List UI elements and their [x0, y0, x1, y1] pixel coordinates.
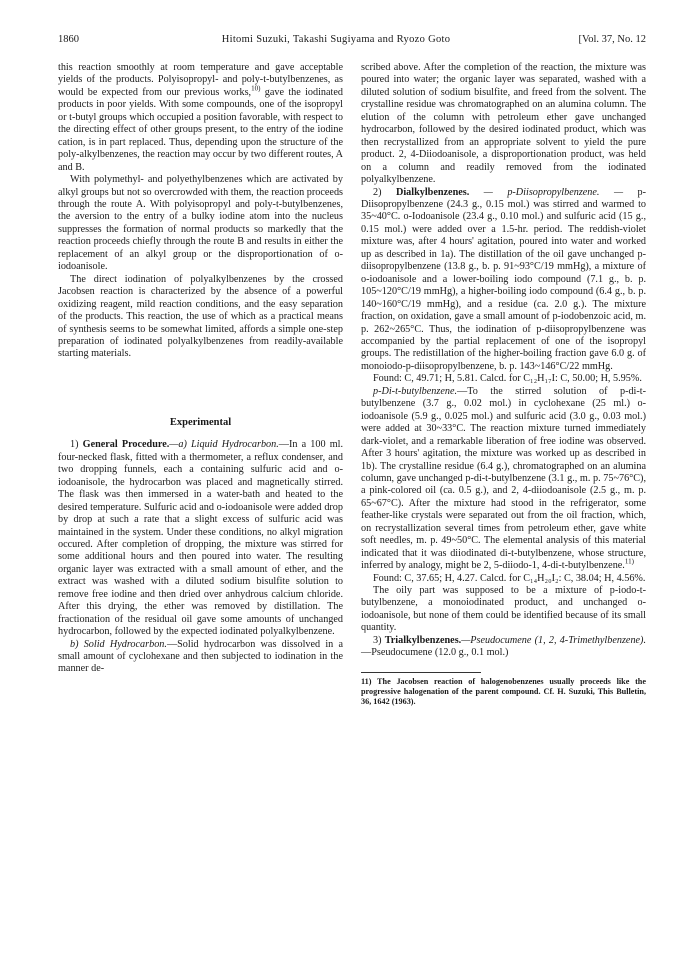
right-column — [361, 62, 646, 707]
running-title: Hitomi Suzuki, Takashi Sugiyama and Ryozo Goto — [221, 34, 451, 45]
footnote: 11) The Jacobsen reaction of halogenobenzenes usually proceeds like the progressive halogenation of the parent compound. Cf. H. Suzuki, This Bulletin, 36, 1642 (1963). — [361, 676, 646, 706]
paragraph: 2) Dialkylbenzenes. — p-Diisopropylbenzene. — p-Diisopropylbenzene (24.3 g., 0.15 mol.) was stirred and warmed to 35~40°C. o-Iodoanisole (23.4 g., 0.10 mol.) and sulfuric acid (15 g., 0.15 mol.) were added over a 1.5-hr. period. The reddish-violet mixture was, after 4 hours' agitation, poured into water and worked up as described in 1a). The distillation of the oil gave unchanged p-diisopropylbenzene (13.8 g., b. p. 91~93°C/19 mmHg), a mixture of o-iodoanisole and a lower-boiling iodo compound (7.1 g., b. p. 105~120°C/19 mmHg), a higher-boiling iodo compound (6.4 g., b. p. 140~160°C/19 mmHg), and a residue (ca. 2.0 g.). The mixture fraction, on oxidation, gave a small amount of p-iodobenzoic acid, m. p. 262~265°C. Thus, the iodination of p-diisopropylbenzene was accompanied by the partial replacement of one of the isopropyl groups. The redistillation of the higher-boiling fraction gave 6.0 g. of monoiodo-p-diisopropylbenzene, b. p. 143~146°C/22 mmHg. — [361, 186, 646, 372]
paragraph: Found: C, 49.71; H, 5.81. Calcd. for C₁₂H₁₇I: C, 50.00; H, 5.95%. — [373, 373, 642, 385]
two-column-body — [58, 62, 646, 707]
paragraph: The oily part was supposed to be a mixture of p-iodo-t-butylbenzene, a monoiodinated product, and unchanged o-iodoanisole, but none of them could be identified because of its small quantity. — [361, 585, 646, 634]
paragraph: scribed above. After the completion of the reaction, the mixture was poured into water; the organic layer was separated, washed with a diluted solution of sodium bisulfite, and freed from the solvent. The crystalline residue was chromatographed on an alumina column. The elution of the column with petroleum ether gave unchanged hydrocarbon, followed by the desired iodinated product, which was then recrystallized from an appropriate solvent to yield the pure product. 2, 4-Diiodoanisole, a disproportionation product, was held on a column and readily removed from the iodinated polyalkylbenzene. — [361, 62, 646, 186]
citation-ref: 11) — [624, 557, 634, 566]
paragraph: 3) Trialkylbenzenes.—Pseudocumene (1, 2, 4-Trimethylbenzene).—Pseudocumene (12.0 g., 0.1 mol.) — [361, 634, 646, 659]
left-column — [58, 62, 343, 707]
paragraph: b) Solid Hydrocarbon.—Solid hydrocarbon was dissolved in a small amount of cyclohexane and then subjected to iodination in the manner de- — [58, 638, 343, 675]
section-heading: Experimental — [169, 416, 232, 428]
volume-label: [Vol. 37, No. 12 — [578, 34, 646, 45]
paragraph: 1) General Procedure.—a) Liquid Hydrocarbon.—In a 100 ml. four-necked flask, fitted with a thermometer, a reflux condenser, and two dropping funnels, each a containing sulfuric acid and o-iodoanisole, the hydrocarbon was placed and magnetically stirred. The flask was then immersed in a water-bath and heated to the desired temperature. Sulfuric acid and o-iodoanisole were added drop by drop at such a rate that a slight excess of sulfuric acid was maintained in the system. Under these conditions, no alkyl migration occured. After completion of dropping, the mixture was stirred for some additional hours and then poured into water. The resulting organic layer was extracted with a small amount of ether, and the extract was washed with a diluted sodium bisulfite solution to remove free iodine and then dried over anhydrous calcium chloride. After this drying, the ether was removed by distillation. The fractionation of the residual oil gave some amounts of unchanged hydrocarbon, followed by the expected iodinated polyalkylbenzene. — [58, 439, 343, 638]
paragraph: this reaction smoothly at room temperature and gave acceptable yields of the products. Polyisopropyl- and poly-t-butylbenzenes, as would be expected from our previous works,$^{10)}$ gave the iodinated products in poor yields. With some compounds, one of the isopropyl or t-butyl groups which occupied a position favorable, with respect to the directing effect of other groups present, to the entry of the iodine cation, is in part replaced. Thus, depending upon the structure of the poly-alkylbenzenes, the reaction may occur by two different routes, A and B. — [58, 62, 343, 173]
paragraph: The direct iodination of polyalkylbenzenes by the crossed Jacobsen reaction is characterized by the absence of a powerful oxidizing reagent, mild reaction conditions, and the easy separation of the products. This reaction, the use of which as a practical means of synthesis seems to be somewhat limited, affords a simple one-step preparation of iodinated polyalkylbenzenes from readily-available starting materials. — [58, 273, 343, 360]
paragraph: p-Di-t-butylbenzene.—To the stirred solution of p-di-t-butylbenzene (3.7 g., 0.02 mol.) in cyclohexane (25 ml.) o-iodoanisole (5.9 g., 0.025 mol.) and sulfuric acid (3.0 g., 0.03 mol.) were added at 30~33°C. The reaction mixture turned immediately dark-violet, and a remarkable liberation of free iodine was observed. After 3 hours' agitation, the mixture was worked up as described in 1b). The crystalline residue (6.4 g.), chromatographed on an alumina column, gave unchanged p-di-t-butylbenzene (3.1 g., m. p. 75~76°C), a pink-colored oil (ca. 0.5 g.), and 2, 4-diiodoanisole (2.5 g., m. p. 65~67°C). After the mixture had stood in the refrigerator, some feather-like crystals were separated out from the oil fraction, which, on recrystallization several times from petroleum ether, gave white soft needles, m. p. 49~50°C. The elemental analysis of this material indicated that it was diiodinated di-t-butylbenzene, whose structure, inferred by analogy, might be 2, 5-diiodo-1, 4-di-t-butylbenzene.$^{11)}$ — [361, 385, 646, 572]
citation-ref: 10) — [251, 84, 261, 93]
paragraph: With polymethyl- and polyethylbenzenes which are activated by alkyl groups but not so overcrowded with them, the reaction proceeds through the route A. With polyisopropyl and poly-t-butylbenzenes, the aversion to the entry of a bulky iodine atom into the nucleus suppresses the formation of normal products so markedly that the reaction proceeds chiefly through the route B and results in either the replacement of an alkyl group or the disproportionation of o-iodoanisole. — [58, 174, 343, 273]
page-number: 1860 — [58, 34, 79, 45]
running-header — [58, 34, 646, 54]
paragraph: Found: C, 37.65; H, 4.27. Calcd. for C₁₄H₂₀I₂: C, 38.04; H, 4.56%. — [373, 572, 646, 584]
footnote-divider — [361, 672, 481, 673]
